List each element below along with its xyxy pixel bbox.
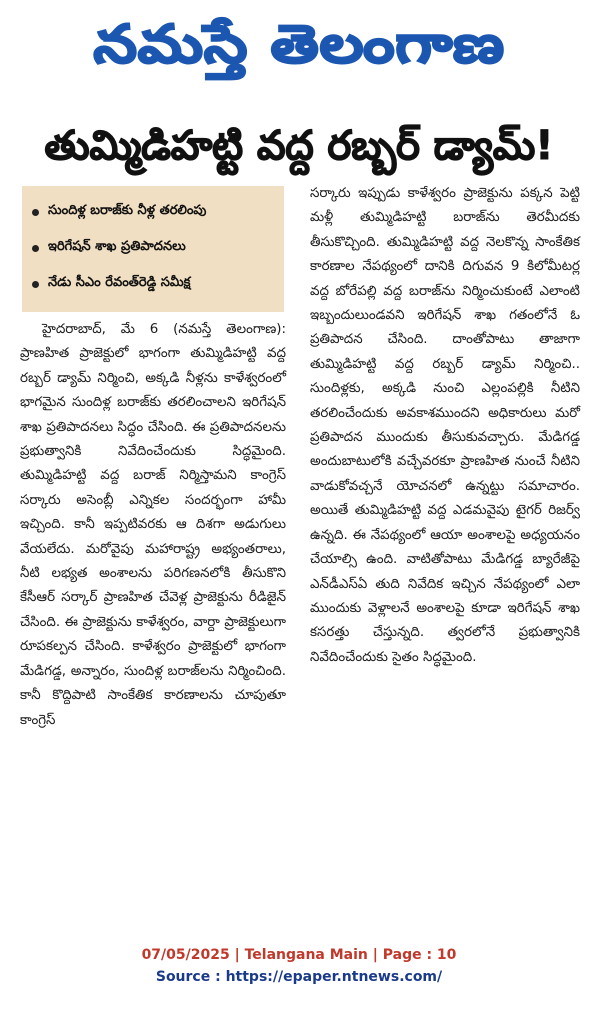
article-headline: తుమ్మిడిహట్టి వద్ద రబ్బర్ డ్యామ్! (44, 123, 554, 169)
highlights-box (22, 186, 284, 312)
article-column-left (20, 318, 286, 733)
article-body-left: హైదరాబాద్, మే 6 (నమస్తే తెలంగాణ): ప్రాణహిత ప్రాజెక్టులో భాగంగా తుమ్మిడిహట్టి వద్ద రబ్బర్ డ్యామ్ నిర్మించి, అక్కడి నీళ్లను కాళేశ్వరంలో భాగమైన సుందిళ్ల బరాజ్‌కు తరలించాలని ఇరిగేషన్ శాఖ ప్రతిపాదనలు సిద్ధం చేసింది. ఈ ప్రతిపాదనలను ప్రభుత్వానికి నివేదించేందుకు సిద్ధమైంది. తుమ్మిడిహట్టి వద్ద బరాజ్ నిర్మిస్తామని కాంగ్రెస్ సర్కారు అసెంబ్లీ ఎన్నికల సందర్భంగా హామీ ఇచ్చింది. కానీ ఇప్పటివరకు ఆ దిశగా అడుగులు వేయలేదు. మరోవైపు మహారాష్ట్ర అభ్యంతరాలు, నీటి లభ్యత అంశాలను పరిగణనలోకి తీసుకొని కేసీఆర్ సర్కార్ ప్రాణహిత చేవెళ్ల ప్రాజెక్టును రీడిజైన్ చేసింది. ఈ ప్రాజెక్టును కాళేశ్వరం, వార్దా ప్రాజెక్టులుగా రూపకల్పన చేసింది. కాళేశ్వరం ప్రాజెక్టులో భాగంగా మేడిగడ్డ, అన్నారం, సుందిళ్ల బరాజ్‌లను నిర్మించింది. కానీ కొద్దిపాటి సాంకేతిక కారణాలను చూపుతూ కాంగ్రెస్ (20, 322, 286, 728)
highlight-text: ఇరిగేషన్ శాఖ ప్రతిపాదనలు (48, 239, 186, 254)
edition-info: 07/05/2025 | Telangana Main | Page : 10 (141, 947, 457, 963)
highlight-item (28, 230, 280, 266)
bullet-icon (32, 281, 39, 288)
highlight-item (28, 266, 280, 302)
article-body-right: సర్కారు ఇప్పుడు కాళేశ్వరం ప్రాజెక్టును పక్కన పెట్టి మళ్లీ తుమ్మిడిహట్టి బరాజ్‌ను తెరమీదకు తీసుకొచ్చింది. తుమ్మిడిహట్టి వద్ద నెలకొన్న సాంకేతిక కారణాల నేపథ్యంలో దానికి దిగువన 9 కిలోమీటర్ల వద్ద బోరేపల్లి వద్ద బరాజ్‌ను నిర్మించుకుంటే ఎలాంటి ఇబ్బందులుండవని ఇరిగేషన్ శాఖ గతంలోనే ఓ ప్రతిపాదన చేసింది. దాంతోపాటు తాజాగా తుమ్మిడిహట్టి వద్ద రబ్బర్ డ్యామ్ నిర్మించి.. సుందిళ్లకు, అక్కడి నుంచి ఎల్లంపల్లికి నీటిని తరలించేందుకు అవకాశముందని అధికారులు మరో ప్రతిపాదన ముందుకు తీసుకువచ్చారు. మేడిగడ్డ అందుబాటులోకి వచ్చేవరకూ ప్రాణహిత నుంచే నీటిని వాడుకోవచ్చనే యోచనలో ఉన్నట్టు సమాచారం. అయితే తుమ్మిడిహట్టి వద్ద ఎడమవైపు టైగర్ రిజర్వ్ ఉన్నది. ఈ నేపథ్యంలో ఆయా అంశాలపై అధ్యయనం చేయాల్సి ఉంది. వాటితోపాటు మేడిగడ్డ బ్యారేజీపై ఎన్‌డీఎస్‌ఏ తుది నివేదిక ఇచ్చిన నేపథ్యంలో ఎలా ముందుకు వెళ్లాలనే అంశాలపై కూడా ఇరిగేషన్ శాఖ కసరత్తు చేస్తున్నది. త్వరలోనే ప్రభుత్వానికి నివేదించేందుకు సైతం సిద్ధమైంది. (310, 186, 580, 665)
highlight-text: సుందిళ్ల బరాజ్‌కు నీళ్ల తరలింపు (48, 203, 207, 218)
highlight-item (28, 194, 280, 230)
highlight-text: నేడు సీఎం రేవంత్‌రెడ్డి సమీక్ష (48, 275, 191, 290)
masthead (0, 8, 598, 86)
bullet-icon (32, 209, 39, 216)
page-footer (0, 944, 598, 988)
article-column-right (310, 182, 580, 670)
bullet-icon (32, 245, 39, 252)
source-link[interactable]: Source : https://epaper.ntnews.com/ (155, 969, 443, 985)
newspaper-logo: నమస్తే తెలంగాణ (93, 15, 505, 75)
